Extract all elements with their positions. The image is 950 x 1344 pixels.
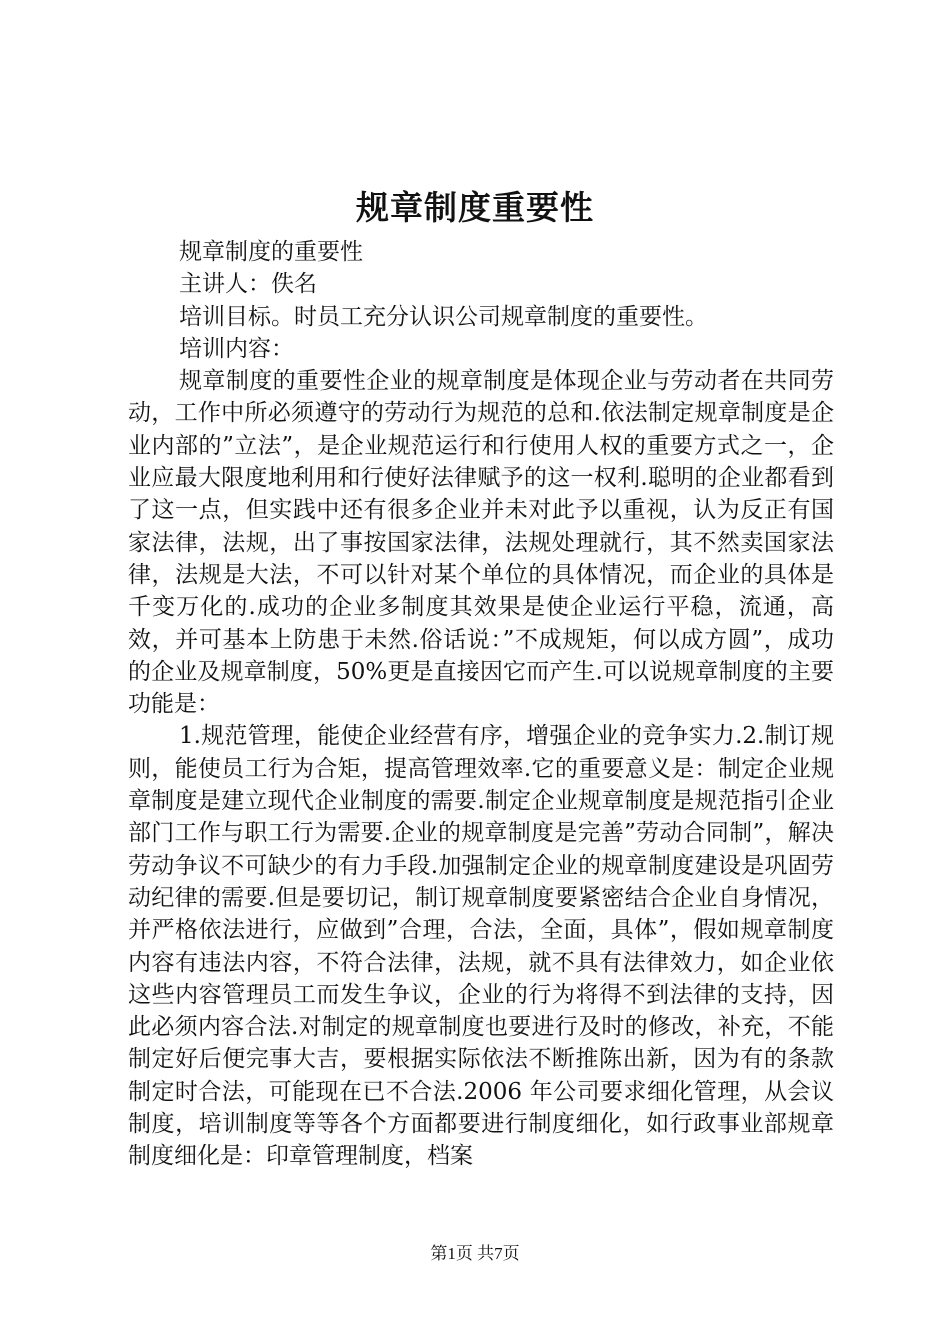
body-paragraph: 1.规范管理，能使企业经营有序，增强企业的竞争实力.2.制订规则，能使员工行为合矩，提高管理效率.它的重要意义是：制定企业规章制度是建立现代企业制度的需要.制定企业规章制度是规范指引企业部门工作与职工行为需要.企业的规章制度是完善”劳动合同制”，解决劳动争议不可缺少的有力手段.加强制定企业的规章制度建设是巩固劳动纪律的需要.但是要切记，制订规章制度要紧密结合企业自身情况，并严格依法进行，应做到”合理，合法，全面，具体”，假如规章制度内容有违法内容，不符合法律，法规，就不具有法律效力，如企业依这些内容管理员工而发生争议，企业的行为将得不到法律的支持，因此必须内容合法.对制定的规章制度也要进行及时的修改，补充，不能制定好后便完事大吉，要根据实际依法不断推陈出新，因为有的条款制定时合法，可能现在已不合法.2006 年公司要求细化管理，从会议制度，培训制度等等各个方面都要进行制度细化，如行政事业部规章制度细化是：印章管理制度，档案 [128, 723, 834, 1170]
speaker-line: 主讲人：佚名 [179, 271, 317, 298]
document-title: 规章制度重要性 [356, 188, 594, 227]
training-content-heading: 培训内容： [179, 335, 294, 362]
body-paragraph: 规章制度的重要性企业的规章制度是体现企业与劳动者在共同劳动，工作中所必须遵守的劳动行为规范的总和.依法制定规章制度是企业内部的”立法”，是企业规范运行和行使用人权的重要方式之一，企业应最大限度地利用和行使好法律赋予的这一权利.聪明的企业都看到了这一点，但实践中还有很多企业并未对此予以重视，认为反正有国家法律，法规，出了事按国家法律，法规处理就行，其不然卖国家法律，法规是大法，不可以针对某个单位的具体情况，而企业的具体是千变万化的.成功的企业多制度其效果是使企业运行平稳，流通，高效，并可基本上防患于未然.俗话说：”不成规矩，何以成方圆”，成功的企业及规章制度，50%更是直接因它而产生.可以说规章制度的主要功能是： [128, 368, 834, 718]
document-body [128, 236, 834, 1173]
training-goal-line: 培训目标。时员工充分认识公司规章制度的重要性。 [179, 303, 708, 330]
page-footer: 第1页 共7页 [430, 1244, 520, 1263]
subtitle-line: 规章制度的重要性 [179, 239, 363, 265]
